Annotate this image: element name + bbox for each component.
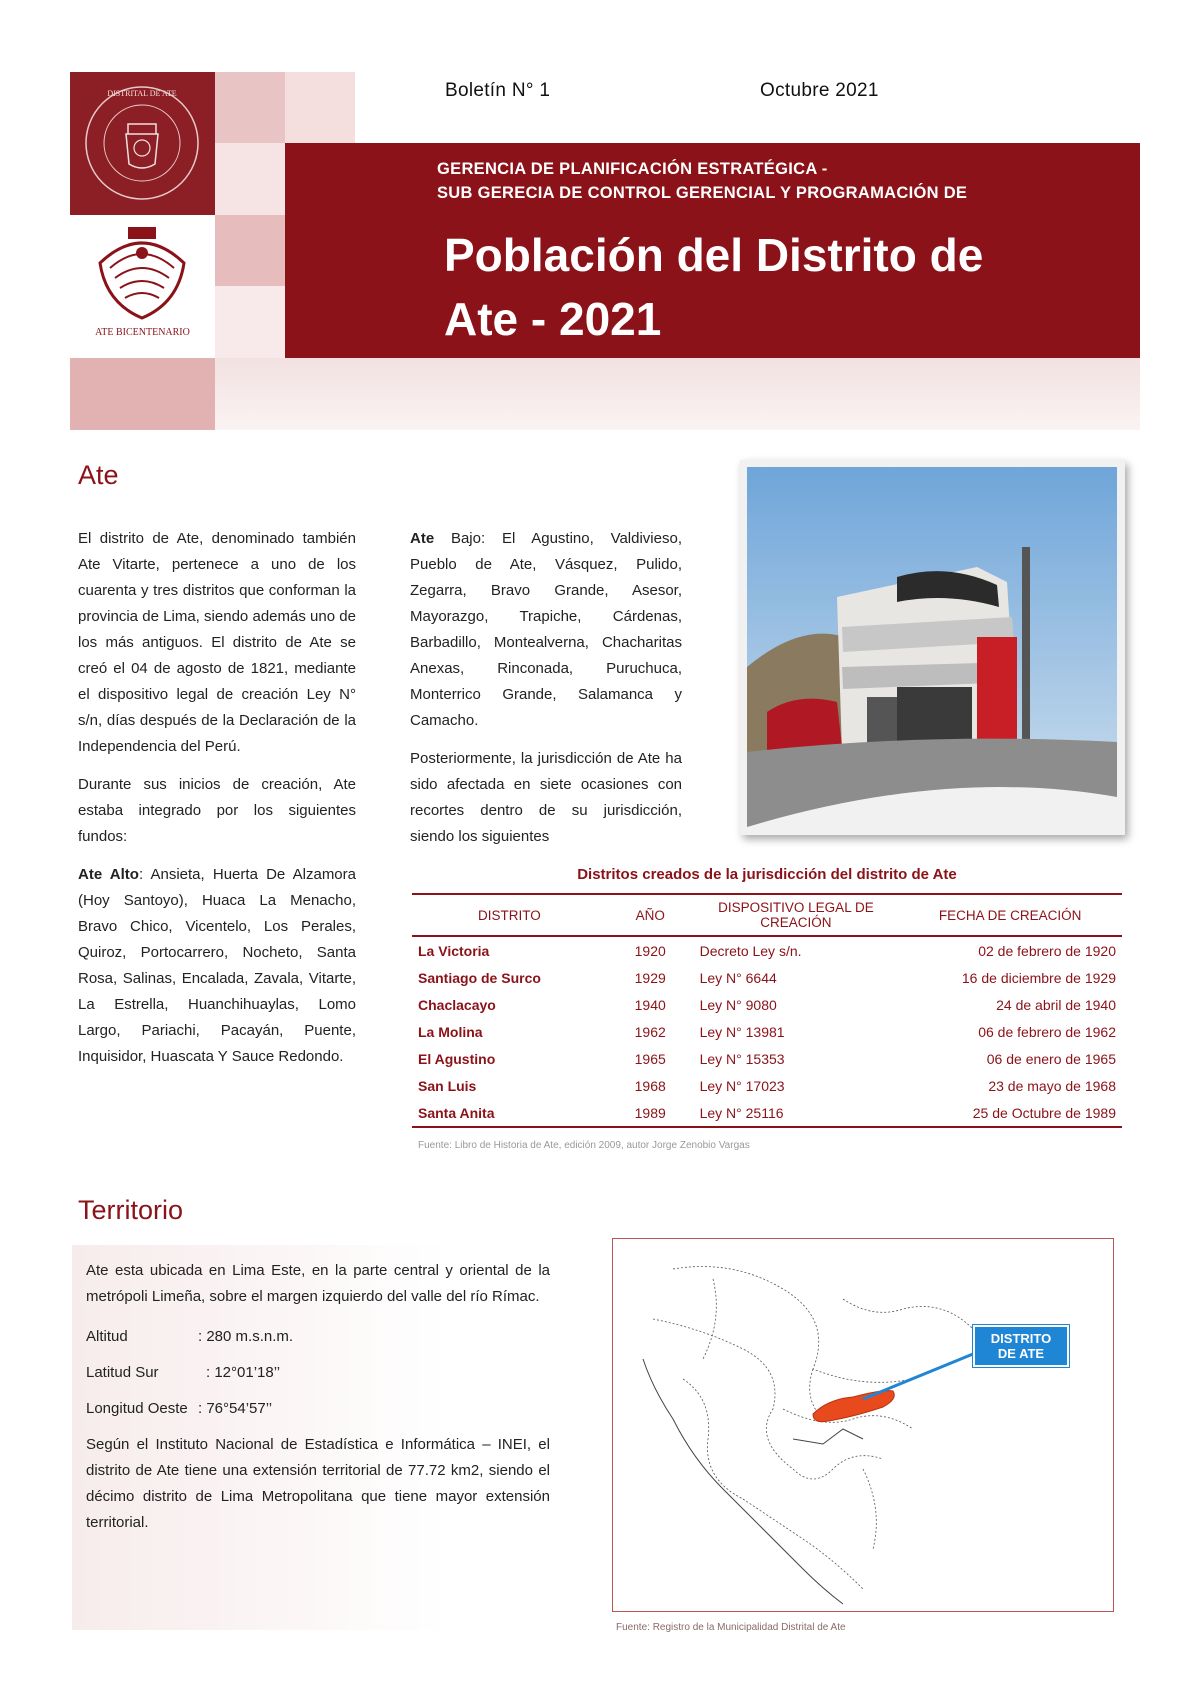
longitud-value: : 76°54’57’’ <box>198 1400 273 1417</box>
column-header: DISTRITO <box>412 894 607 936</box>
table-row <box>412 1099 1122 1127</box>
deco-square <box>215 286 285 358</box>
table-cell: Santiago de Surco <box>418 969 541 986</box>
longitud-row <box>86 1396 550 1432</box>
table-cell: 06 de febrero de 1962 <box>978 1023 1116 1040</box>
latitud-row <box>86 1360 550 1396</box>
table-row <box>412 936 1122 964</box>
table-cell: 1962 <box>634 1023 666 1040</box>
district-callout-label <box>973 1325 1069 1367</box>
logo-caption: ATE BICENTENARIO <box>95 327 190 338</box>
ate-bajo-label: Ate <box>410 530 435 547</box>
municipal-seal-logo <box>70 72 215 215</box>
table-header-row <box>412 894 1122 936</box>
ate-column-1 <box>78 526 356 1082</box>
districts-table <box>412 893 1122 1128</box>
deco-square <box>215 215 285 286</box>
territorio-text <box>86 1258 550 1548</box>
department-line-1: GERENCIA DE PLANIFICACIÓN ESTRATÉGICA - <box>437 160 828 178</box>
bulletin-number: Boletín N° 1 <box>445 80 551 101</box>
table-cell: 23 de mayo de 1968 <box>988 1077 1116 1094</box>
ate-paragraph: Posteriormente, la jurisdicción de Ate ha sido afectada en siete ocasiones con recortes dentro de su jurisdicción, siendo los siguientes <box>410 750 682 845</box>
table-cell: Ley N° 9080 <box>699 996 777 1013</box>
altitud-row <box>86 1324 550 1360</box>
table-row <box>412 991 1122 1018</box>
table-cell: 25 de Octubre de 1989 <box>898 1099 1122 1127</box>
table-cell: 1920 <box>634 942 666 959</box>
table-cell: La Victoria <box>418 942 490 959</box>
table-cell: San Luis <box>418 1077 477 1094</box>
section-heading-territorio: Territorio <box>78 1195 184 1225</box>
table-cell: 1929 <box>634 969 666 986</box>
ate-bajo-list: Bajo: El Agustino, Valdivieso, Pueblo de Ate, Vásquez, Pulido, Zegarra, Bravo Grande, Asesor, Mayorazgo, Trapiche, Cárdenas, Barbadillo, Montealverna, Chacharitas Anexas, Rinconada, Puruchuca, Monterrico Grande, Salamanca y Camacho. <box>410 530 682 729</box>
ate-bajo-paragraph <box>410 526 682 734</box>
altitud-label: Altitud <box>86 1328 128 1345</box>
table-cell: Ley N° 25116 <box>694 1099 899 1127</box>
deco-square <box>70 358 215 430</box>
page-title-line-1: Población del Distrito de <box>444 229 984 281</box>
table-source-note: Fuente: Libro de Historia de Ate, edición 2009, autor Jorge Zenobio Vargas <box>418 1140 750 1151</box>
callout-line-1: DISTRITO <box>990 1331 1052 1346</box>
ate-alto-label: Ate Alto <box>78 866 139 883</box>
municipality-photo-frame <box>740 460 1125 835</box>
svg-text:DISTRITAL DE ATE: DISTRITAL DE ATE <box>107 89 177 98</box>
table-cell: Ley N° 17023 <box>699 1077 785 1094</box>
district-map <box>612 1238 1114 1612</box>
ate-column-2 <box>410 526 682 862</box>
deco-square <box>285 72 355 143</box>
ate-alto-list: : Ansieta, Huerta De Alzamora (Hoy Santoyo), Huaca La Menacho, Bravo Chico, Vicentelo, Los Perales, Quiroz, Portocarrero, Nocheto, Santa Rosa, Salinas, Encalada, Zavala, Vitarte, La Estrella, Huanchihuaylas, Lomo Largo, Pariachi, Pacayán, Puente, Inquisidor, Huascata Y Sauce Redondo. <box>78 866 356 1065</box>
column-header: AÑO <box>607 894 694 936</box>
table-row <box>412 1045 1122 1072</box>
column-header: DISPOSITIVO LEGAL DE CREACIÓN <box>694 894 899 936</box>
table-cell: Ley N° 15353 <box>699 1050 785 1067</box>
territorio-intro: Ate esta ubicada en Lima Este, en la parte central y oriental de la metrópoli Limeña, sobre el margen izquierdo del valle del río Rímac. <box>86 1262 550 1305</box>
table-caption: Distritos creados de la jurisdicción del distrito de Ate <box>577 866 957 883</box>
latitud-value: : 12°01’18’’ <box>206 1364 281 1381</box>
table-cell: 24 de abril de 1940 <box>996 996 1116 1013</box>
ate-district-shape <box>813 1391 894 1422</box>
header-bottom-strip <box>70 358 1140 430</box>
table-row <box>412 964 1122 991</box>
ate-alto-paragraph <box>78 862 356 1070</box>
altitud-value: : 280 m.s.n.m. <box>198 1328 294 1345</box>
table-cell: Chaclacayo <box>418 996 496 1013</box>
table-cell: Ley N° 6644 <box>699 969 777 986</box>
page-title-line-2: Ate - 2021 <box>444 293 662 345</box>
ate-bicentenario-logo <box>70 215 215 358</box>
table-cell: La Molina <box>418 1023 483 1040</box>
latitud-label: Latitud Sur <box>86 1364 159 1381</box>
deco-square <box>215 143 285 215</box>
department-line-2: SUB GERECIA DE CONTROL GERENCIAL Y PROGRAMACIÓN DE <box>437 184 968 202</box>
table-row <box>412 1072 1122 1099</box>
table-cell: 1968 <box>634 1077 666 1094</box>
bulletin-date: Octubre 2021 <box>760 80 879 101</box>
table-cell: 16 de diciembre de 1929 <box>961 969 1116 986</box>
table-cell: 1965 <box>634 1050 666 1067</box>
municipality-building-photo <box>747 467 1117 827</box>
table-cell: Ley N° 13981 <box>699 1023 785 1040</box>
callout-line-2: DE ATE <box>997 1346 1045 1361</box>
table-cell: 1940 <box>634 996 666 1013</box>
deco-square <box>215 72 285 143</box>
table-cell: Decreto Ley s/n. <box>699 942 802 959</box>
table-cell: 06 de enero de 1965 <box>986 1050 1116 1067</box>
table-cell: 1989 <box>607 1099 694 1127</box>
table-row <box>412 1018 1122 1045</box>
lima-districts-map <box>613 1239 1113 1611</box>
table-cell: 02 de febrero de 1920 <box>978 942 1116 959</box>
table-cell: El Agustino <box>418 1050 496 1067</box>
column-header: FECHA DE CREACIÓN <box>898 894 1122 936</box>
longitud-label: Longitud Oeste <box>86 1400 188 1417</box>
section-heading-ate: Ate <box>78 460 119 490</box>
ate-paragraph: Durante sus inicios de creación, Ate estaba integrado por los siguientes fundos: <box>78 776 356 845</box>
ate-paragraph: El distrito de Ate, denominado también Ate Vitarte, pertenece a uno de los cuarenta y tres distritos que conforman la provincia de Lima, siendo además uno de los más antiguos. El distrito de Ate se creó el 04 de agosto de 1821, mediante el dispositivo legal de creación Ley N° s/n, días después de la Declaración de la Independencia del Perú. <box>78 530 356 755</box>
table-cell: Santa Anita <box>412 1099 607 1127</box>
map-source-note: Fuente: Registro de la Municipalidad Distrital de Ate <box>616 1622 846 1633</box>
inei-paragraph: Según el Instituto Nacional de Estadística e Informática – INEI, el distrito de Ate tiene una extensión territorial de 77.72 km2, siendo el décimo distrito de Lima Metropolitana que tiene mayor extensión territorial. <box>86 1436 550 1531</box>
